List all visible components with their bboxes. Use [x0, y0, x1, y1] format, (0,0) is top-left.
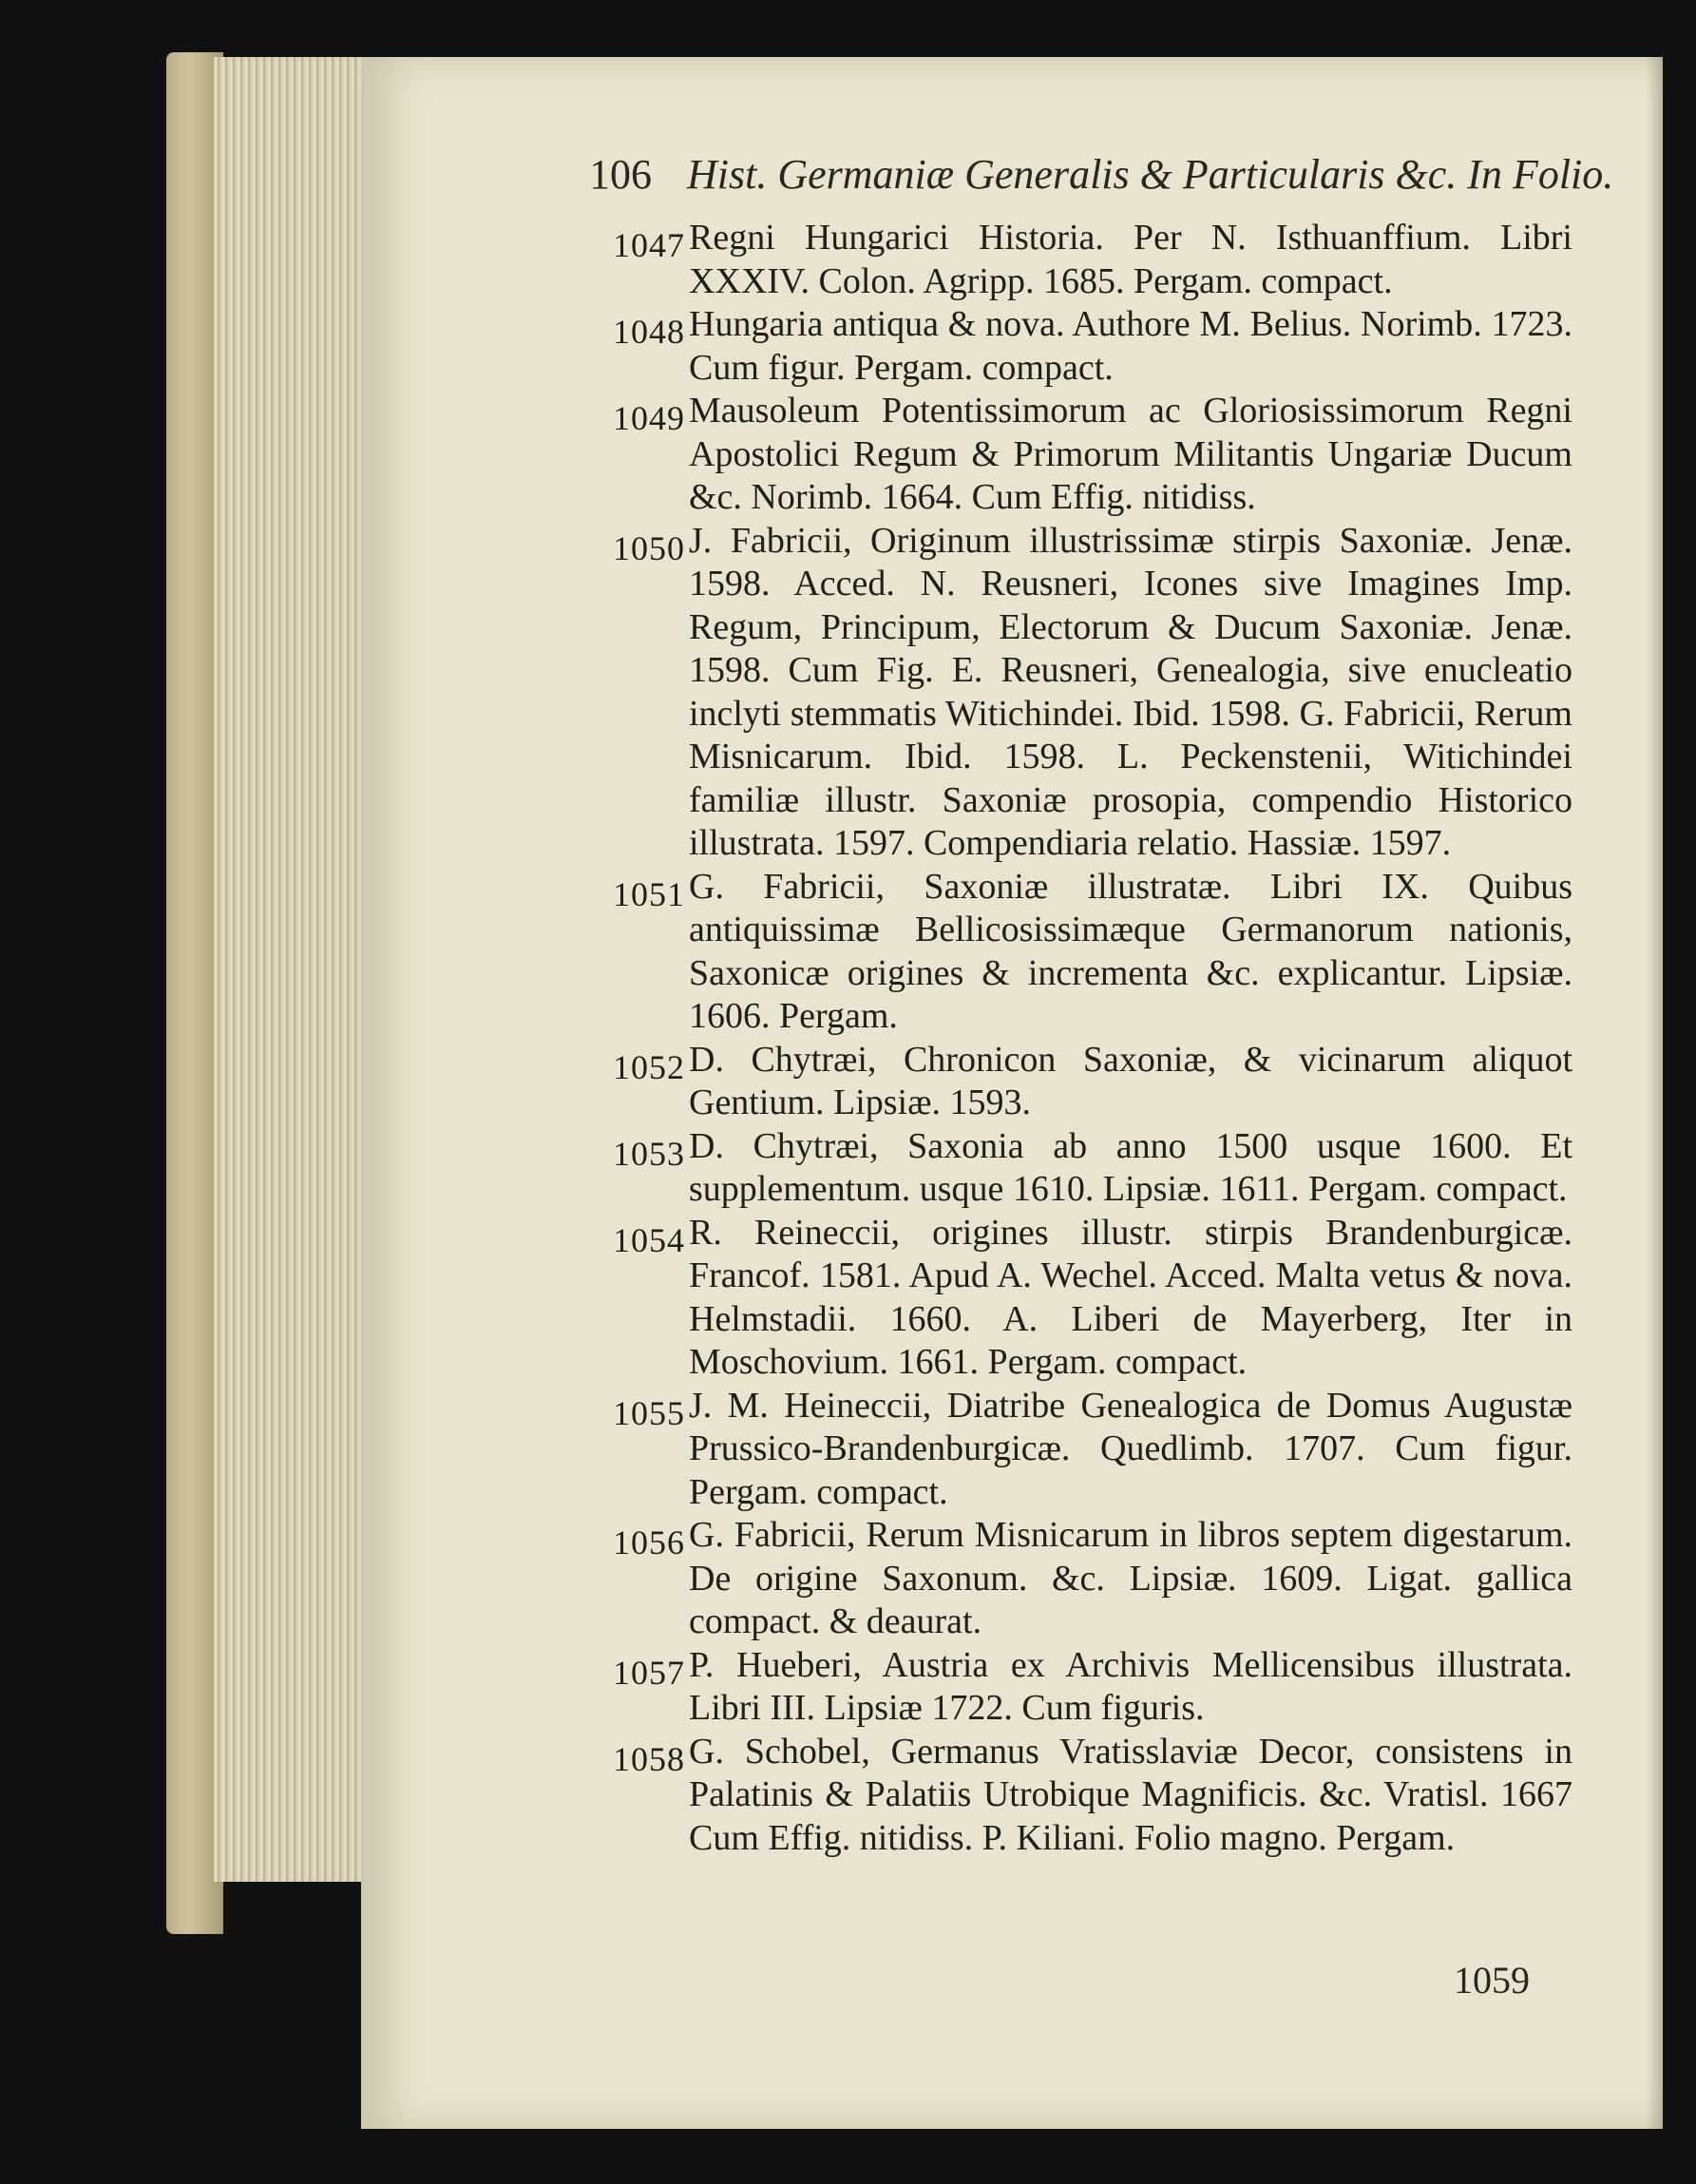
entry-number: 1049: [613, 399, 685, 437]
running-title: Hist. Germaniæ Generalis & Particularis &c. In Folio.: [687, 151, 1614, 198]
catalogue-entry: [613, 1125, 1572, 1212]
entry-text: Hungaria antiqua & nova. Authore M. Belius. Norimb. 1723. Cum figur. Pergam. compact.: [689, 304, 1572, 388]
entry-number: 1050: [613, 528, 685, 567]
entry-number: 1056: [613, 1523, 685, 1561]
entry-number: 1054: [613, 1220, 685, 1259]
entry-text: D. Chytræi, Saxonia ab anno 1500 usque 1600. Et supplementum. usque 1610. Lipsiæ. 1611. Pergam. compact.: [689, 1125, 1572, 1209]
catalogue-entries: [613, 217, 1572, 1860]
catchword: 1059: [1454, 1959, 1530, 2002]
catalogue-entry: [613, 390, 1572, 520]
entry-text: J. M. Heineccii, Diatribe Genealogica de Domus Augustæ Prussico-Brandenburgicæ. Quedlimb. 1707. Cum figur. Pergam. compact.: [689, 1385, 1572, 1512]
catalogue-entry: [613, 1514, 1572, 1644]
entry-text: P. Hueberi, Austria ex Archivis Mellicensibus illustrata. Libri III. Lipsiæ 1722. Cum figuris.: [689, 1644, 1572, 1728]
entry-number: 1048: [613, 313, 685, 351]
entry-number: 1055: [613, 1393, 685, 1432]
catalogue-entry: [613, 1385, 1572, 1515]
entry-text: R. Reineccii, origines illustr. stirpis Brandenburgicæ. Francof. 1581. Apud A. Wechel. Acced. Malta vetus & nova. Helmstadii. 1660. A. Liberi de Mayerberg, Iter in Moschovium. 1661. Pergam. compact.: [689, 1212, 1572, 1382]
entry-text: G. Fabricii, Rerum Misnicarum in libros septem digestarum. De origine Saxonum. &c. Lipsiæ. 1609. Ligat. gallica compact. & deaurat.: [689, 1515, 1572, 1641]
entry-number: 1047: [613, 226, 685, 264]
catalogue-entry: [613, 1731, 1572, 1861]
catalogue-entry: [613, 1039, 1572, 1125]
catalogue-entry: [613, 1644, 1572, 1731]
entry-text: Mausoleum Potentissimorum ac Gloriosissimorum Regni Apostolici Regum & Primorum Militantis Ungariæ Ducum &c. Norimb. 1664. Cum Effig. nitidiss.: [689, 391, 1572, 517]
entry-number: 1057: [613, 1653, 685, 1692]
catalogue-entry: [613, 303, 1572, 390]
entry-number: 1052: [613, 1047, 685, 1086]
entry-text: G. Fabricii, Saxoniæ illustratæ. Libri IX. Quibus antiquissimæ Bellicosissimæque Germanorum nationis, Saxonicæ origines & incrementa &c. explicantur. Lipsiæ. 1606. Pergam.: [689, 866, 1572, 1036]
page-shadow: [1646, 57, 1663, 2129]
catalogue-entry: [613, 1212, 1572, 1385]
running-header: [589, 150, 1614, 199]
entry-number: 1053: [613, 1134, 685, 1173]
page-number: 106: [589, 151, 652, 198]
entry-text: Regni Hungarici Historia. Per N. Isthuanffium. Libri XXXIV. Colon. Agripp. 1685. Pergam. compact.: [689, 218, 1572, 301]
entry-number: 1051: [613, 874, 685, 913]
catalogue-entry: [613, 217, 1572, 303]
entry-number: 1058: [613, 1739, 685, 1778]
catalogue-entry: [613, 520, 1572, 866]
book-page: [361, 57, 1663, 2129]
entry-text: J. Fabricii, Originum illustrissimæ stirpis Saxoniæ. Jenæ. 1598. Acced. N. Reusneri, Icones sive Imagines Imp. Regum, Principum, Electorum & Ducum Saxoniæ. Jenæ. 1598. Cum Fig. E. Reusneri, Genealogia, sive enucleatio inclyti stemmatis Witichindei. Ibid. 1598. G. Fabricii, Rerum Misnicarum. Ibid. 1598. L. Peckenstenii, Witichindei familiæ illustr. Saxoniæ prosopia, compendio Historico illustrata. 1597. Compendiaria relatio. Hassiæ. 1597.: [689, 520, 1572, 863]
entry-text: G. Schobel, Germanus Vratisslaviæ Decor, consistens in Palatinis & Palatiis Utrobique Magnificis. &c. Vratisl. 1667 Cum Effig. nitidiss. P. Kiliani. Folio magno. Pergam.: [689, 1731, 1572, 1858]
catalogue-entry: [613, 866, 1572, 1039]
entry-text: D. Chytræi, Chronicon Saxoniæ, & vicinarum aliquot Gentium. Lipsiæ. 1593.: [689, 1039, 1572, 1122]
